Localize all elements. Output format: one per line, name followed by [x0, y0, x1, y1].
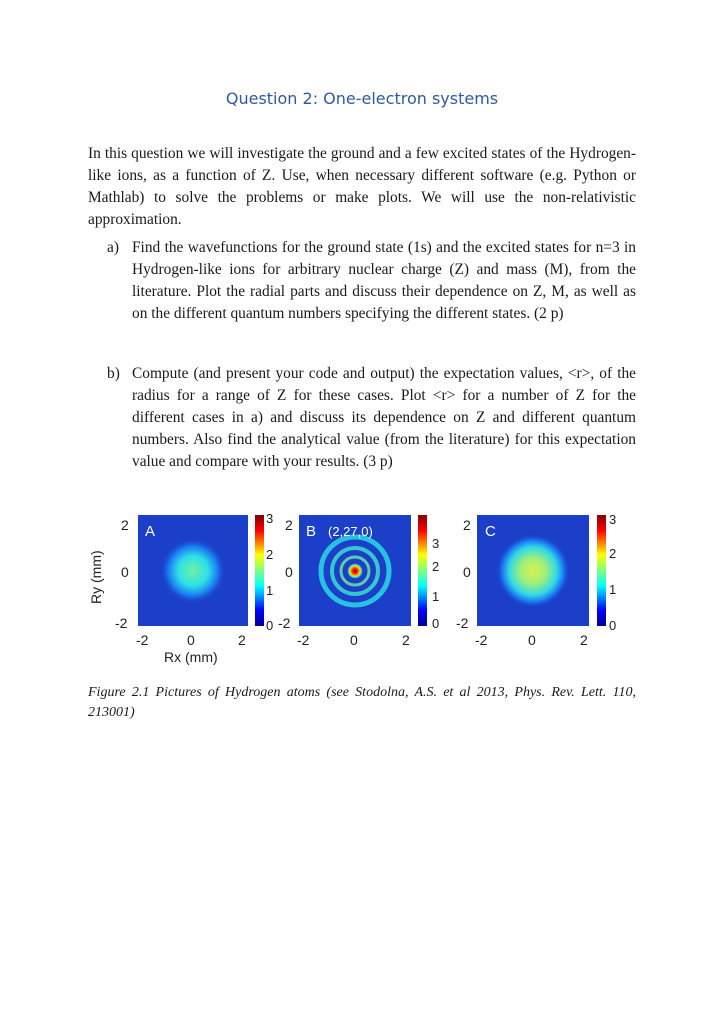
panel-a-ytick-neg2: -2	[115, 615, 128, 631]
item-text-b: Compute (and present your code and output) the expectation values, <r>, of the radius for a range of Z for these cases. Plot <r> for a number of Z for the different cases in a) and discuss its dependence on Z and different quantum numbers. Also find the analytical value (from the literature) for this expectation value and compare with your results. (3 p)	[132, 365, 636, 470]
figure-caption: Figure 2.1 Pictures of Hydrogen atoms (see Stodolna, A.S. et al 2013, Phys. Rev. Lett. 110, 213001)	[88, 685, 636, 720]
panel-c-ytick-neg2: -2	[456, 615, 469, 631]
question-heading: Question 2: One-electron systems	[225, 89, 499, 108]
item-label-a: a)	[107, 239, 119, 256]
panel-c-cbar-tick-0: 0	[609, 618, 617, 633]
panel-c-label: C	[485, 523, 496, 540]
panel-b-xtick-0: 0	[350, 632, 358, 648]
panel-a-ytick-0: 0	[121, 564, 129, 580]
panel-b-cbar-tick-2: 2	[432, 559, 440, 574]
panel-a-label: A	[145, 523, 156, 540]
panel-a-cbar-tick-0: 0	[266, 618, 274, 633]
panel-a-xtick-neg2: -2	[136, 632, 149, 648]
panel-c-xtick-neg2: -2	[475, 632, 488, 648]
panel-b-cbar-tick-0: 0	[432, 616, 440, 631]
intro-paragraph: In this question we will investigate the ground and a few excited states of the Hydrogen-like ions, as a function of Z. Use, when necessary different software (e.g. Python or Mathlab) to solve the problems or make plots. We will use the non-relativistic approximation.	[88, 145, 636, 228]
panel-c-colorbar	[597, 515, 606, 626]
panel-c-cbar-tick-1: 1	[609, 582, 617, 597]
panel-c-cbar-tick-3: 3	[609, 512, 617, 527]
panel-c-ytick-0: 0	[463, 564, 471, 580]
panel-b-ytick-2: 2	[285, 517, 293, 533]
panel-b-state: (2,27,0)	[328, 524, 373, 539]
item-text-a: Find the wavefunctions for the ground state (1s) and the excited states for n=3 in Hydrogen-like ions for arbitrary nuclear charge (Z) and mass (M), from the literature. Plot the radial parts and discuss their dependence on Z, M, as well as on the different quantum numbers specifying the different states. (2 p)	[132, 239, 636, 322]
panel-b-cbar-tick-1: 1	[432, 589, 440, 604]
panel-a-cbar-tick-1: 1	[266, 583, 274, 598]
panel-b-ytick-0: 0	[285, 564, 293, 580]
panel-a-cbar-tick-2: 2	[266, 547, 274, 562]
panel-b-core	[347, 563, 363, 579]
panel-a-colorbar	[255, 515, 264, 626]
panel-c-cbar-tick-2: 2	[609, 546, 617, 561]
panel-c-xtick-0: 0	[528, 632, 536, 648]
panel-a-cloud	[160, 538, 226, 604]
panel-b-cbar-tick-3: 3	[432, 536, 440, 551]
panel-b-xtick-2: 2	[402, 632, 410, 648]
panel-b-label: B	[306, 523, 317, 540]
panel-a-xtick-2: 2	[238, 632, 246, 648]
panel-a-cbar-tick-3: 3	[266, 511, 274, 526]
panel-a-xtick-0: 0	[187, 632, 195, 648]
panel-b-xtick-neg2: -2	[297, 632, 310, 648]
x-axis-label: Rx (mm)	[164, 649, 218, 665]
y-axis-label: Ry (mm)	[88, 550, 104, 604]
panel-b-ytick-neg2: -2	[278, 615, 291, 631]
panel-c-ytick-2: 2	[463, 517, 471, 533]
panel-c-cloud	[496, 534, 570, 608]
panel-c-xtick-2: 2	[580, 632, 588, 648]
panel-b-colorbar	[418, 515, 427, 626]
item-label-b: b)	[107, 365, 120, 382]
panel-a-ytick-2: 2	[121, 517, 129, 533]
